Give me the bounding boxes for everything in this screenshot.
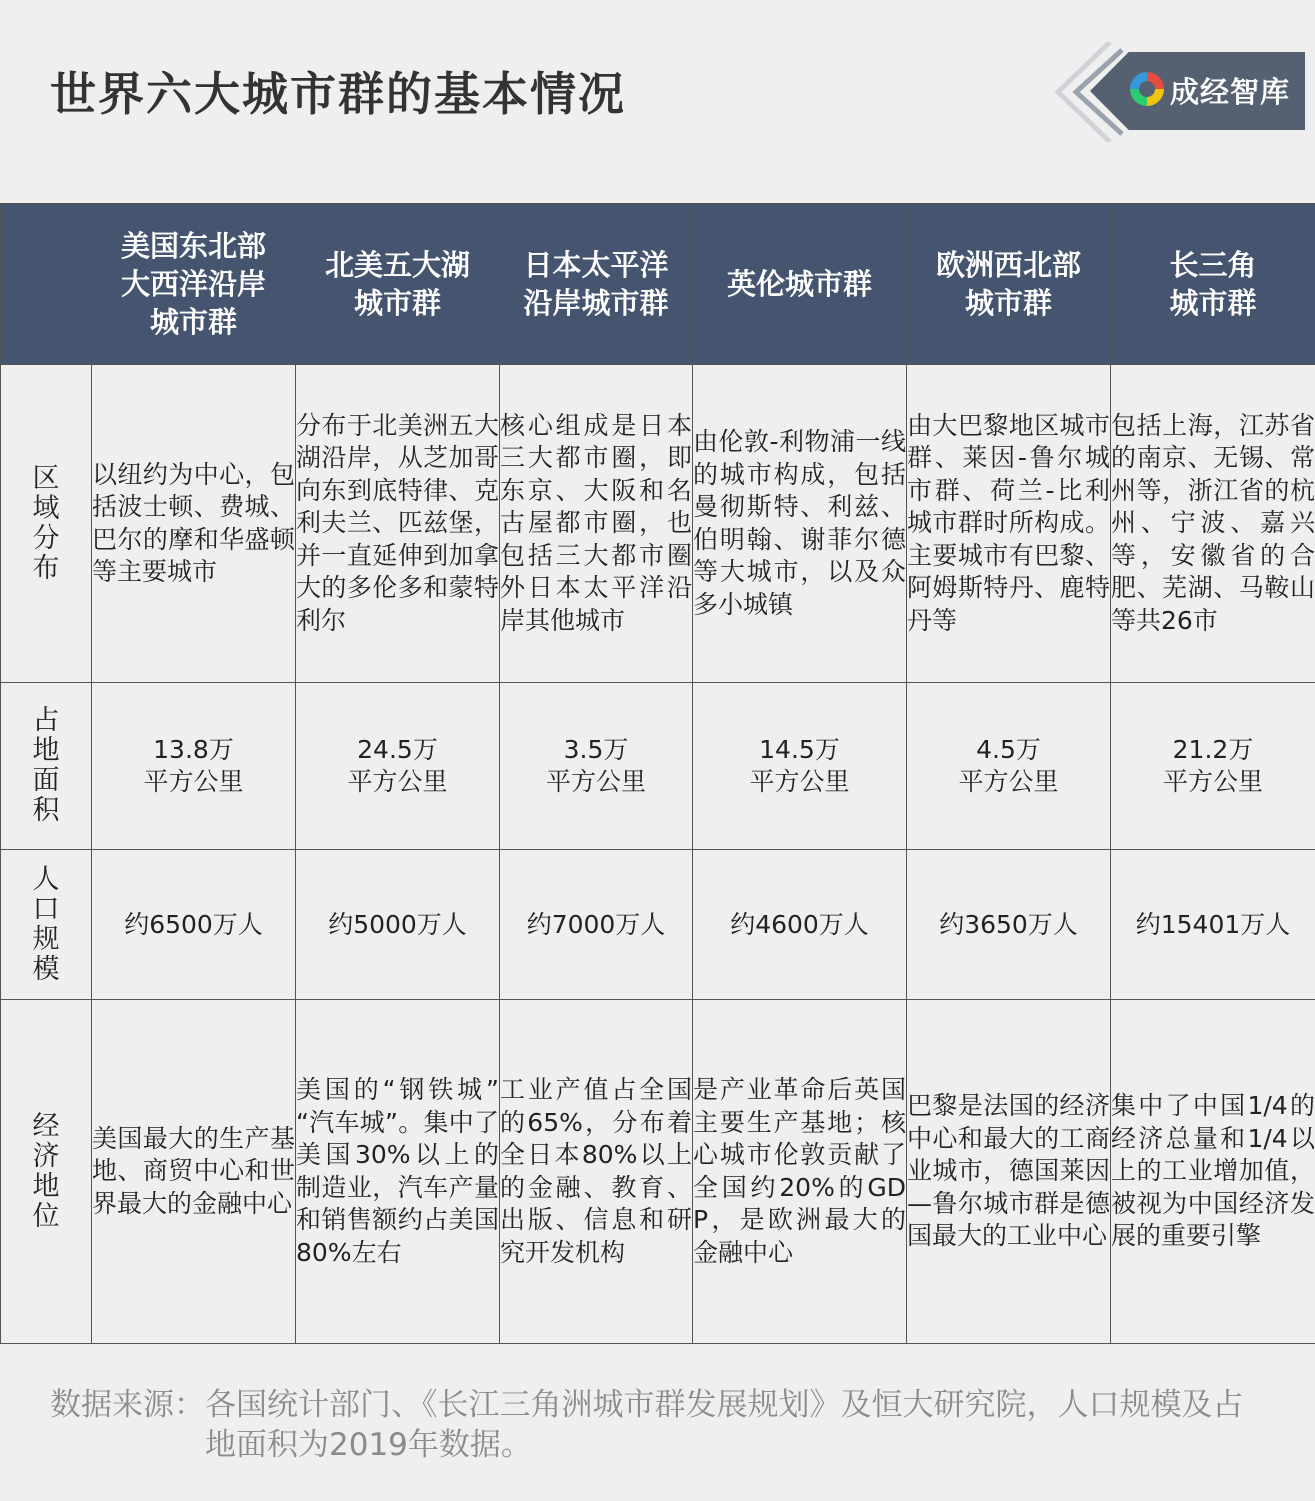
source-label: 数据来源： — [50, 1387, 205, 1423]
table-cell: 3.5万 平方公里 — [500, 683, 693, 850]
row-header: 占地面积 — [1, 683, 92, 850]
table-cell: 约5000万人 — [296, 850, 500, 1000]
logo-name: 成经智库 — [1170, 75, 1291, 109]
data-source-note — [50, 1385, 1270, 1465]
table-row — [1, 683, 1315, 850]
table-cell: 21.2万 平方公里 — [1111, 683, 1315, 850]
source-text: 各国统计部门、《长江三角洲城市群发展规划》及恒大研究院，人口规模及占地面积为2019年数据。 — [205, 1387, 1244, 1463]
city-cluster-table — [0, 203, 1315, 1344]
table-row — [1, 365, 1315, 683]
column-header: 欧洲西北部 城市群 — [907, 204, 1111, 365]
table-row — [1, 1000, 1315, 1344]
row-header: 经济地位 — [1, 1000, 92, 1344]
table-cell: 巴黎是法国的经济中心和最大的工商业城市，德国莱因—鲁尔城市群是德国最大的工业中心 — [907, 1000, 1111, 1344]
logo-mark-icon — [1130, 72, 1164, 106]
table-cell: 美国的“钢铁城” “汽车城”。集中了美国30%以上的制造业，汽车产量和销售额约占美国80%左右 — [296, 1000, 500, 1344]
table-cell: 约3650万人 — [907, 850, 1111, 1000]
table-cell: 是产业革命后英国主要生产基地；核心城市伦敦贡献了全国约20%的GDP，是欧洲最大的金融中心 — [693, 1000, 907, 1344]
table-cell: 工业产值占全国的65%，分布着全日本80%以上的金融、教育、出版、信息和研究开发机构 — [500, 1000, 693, 1344]
table-cell: 4.5万 平方公里 — [907, 683, 1111, 850]
brand-logo — [1050, 42, 1305, 132]
column-header: 英伦城市群 — [693, 204, 907, 365]
table-cell: 分布于北美洲五大湖沿岸，从芝加哥向东到底特律、克利夫兰、匹兹堡，并一直延伸到加拿大的多伦多和蒙特利尔 — [296, 365, 500, 683]
table-cell: 核心组成是日本三大都市圈，即东京、大阪和名古屋都市圈，也包括三大都市圈外日本太平洋沿岸其他城市 — [500, 365, 693, 683]
table-cell: 约6500万人 — [92, 850, 296, 1000]
table-cell: 以纽约为中心，包括波士顿、费城、巴尔的摩和华盛顿等主要城市 — [92, 365, 296, 683]
table-cell: 集中了中国1/4的经济总量和1/4以上的工业增加值，被视为中国经济发展的重要引擎 — [1111, 1000, 1315, 1344]
column-header: 日本太平洋 沿岸城市群 — [500, 204, 693, 365]
column-header: 美国东北部 大西洋沿岸 城市群 — [92, 204, 296, 365]
table-cell: 约4600万人 — [693, 850, 907, 1000]
column-header: 北美五大湖 城市群 — [296, 204, 500, 365]
corner-cell — [1, 204, 92, 365]
table-cell: 14.5万 平方公里 — [693, 683, 907, 850]
table-cell: 美国最大的生产基地、商贸中心和世界最大的金融中心 — [92, 1000, 296, 1344]
page-title: 世界六大城市群的基本情况 — [50, 67, 626, 121]
table-cell: 由大巴黎地区城市群、莱因-鲁尔城市群、荷兰-比利城市群时所构成。主要城市有巴黎、阿姆斯特丹、鹿特丹等 — [907, 365, 1111, 683]
header-row — [1, 204, 1315, 365]
table-cell: 包括上海，江苏省的南京、无锡、常州等，浙江省的杭州、宁波、嘉兴等，安徽省的合肥、芜湖、马鞍山等共26市 — [1111, 365, 1315, 683]
row-header: 人口规模 — [1, 850, 92, 1000]
column-header: 长三角 城市群 — [1111, 204, 1315, 365]
row-header: 区域分布 — [1, 365, 92, 683]
table-cell: 约7000万人 — [500, 850, 693, 1000]
table-row — [1, 850, 1315, 1000]
table-cell: 13.8万 平方公里 — [92, 683, 296, 850]
table-cell: 约15401万人 — [1111, 850, 1315, 1000]
table-cell: 24.5万 平方公里 — [296, 683, 500, 850]
table-cell: 由伦敦-利物浦一线的城市构成，包括曼彻斯特、利兹、伯明翰、谢菲尔德等大城市，以及众多小城镇 — [693, 365, 907, 683]
